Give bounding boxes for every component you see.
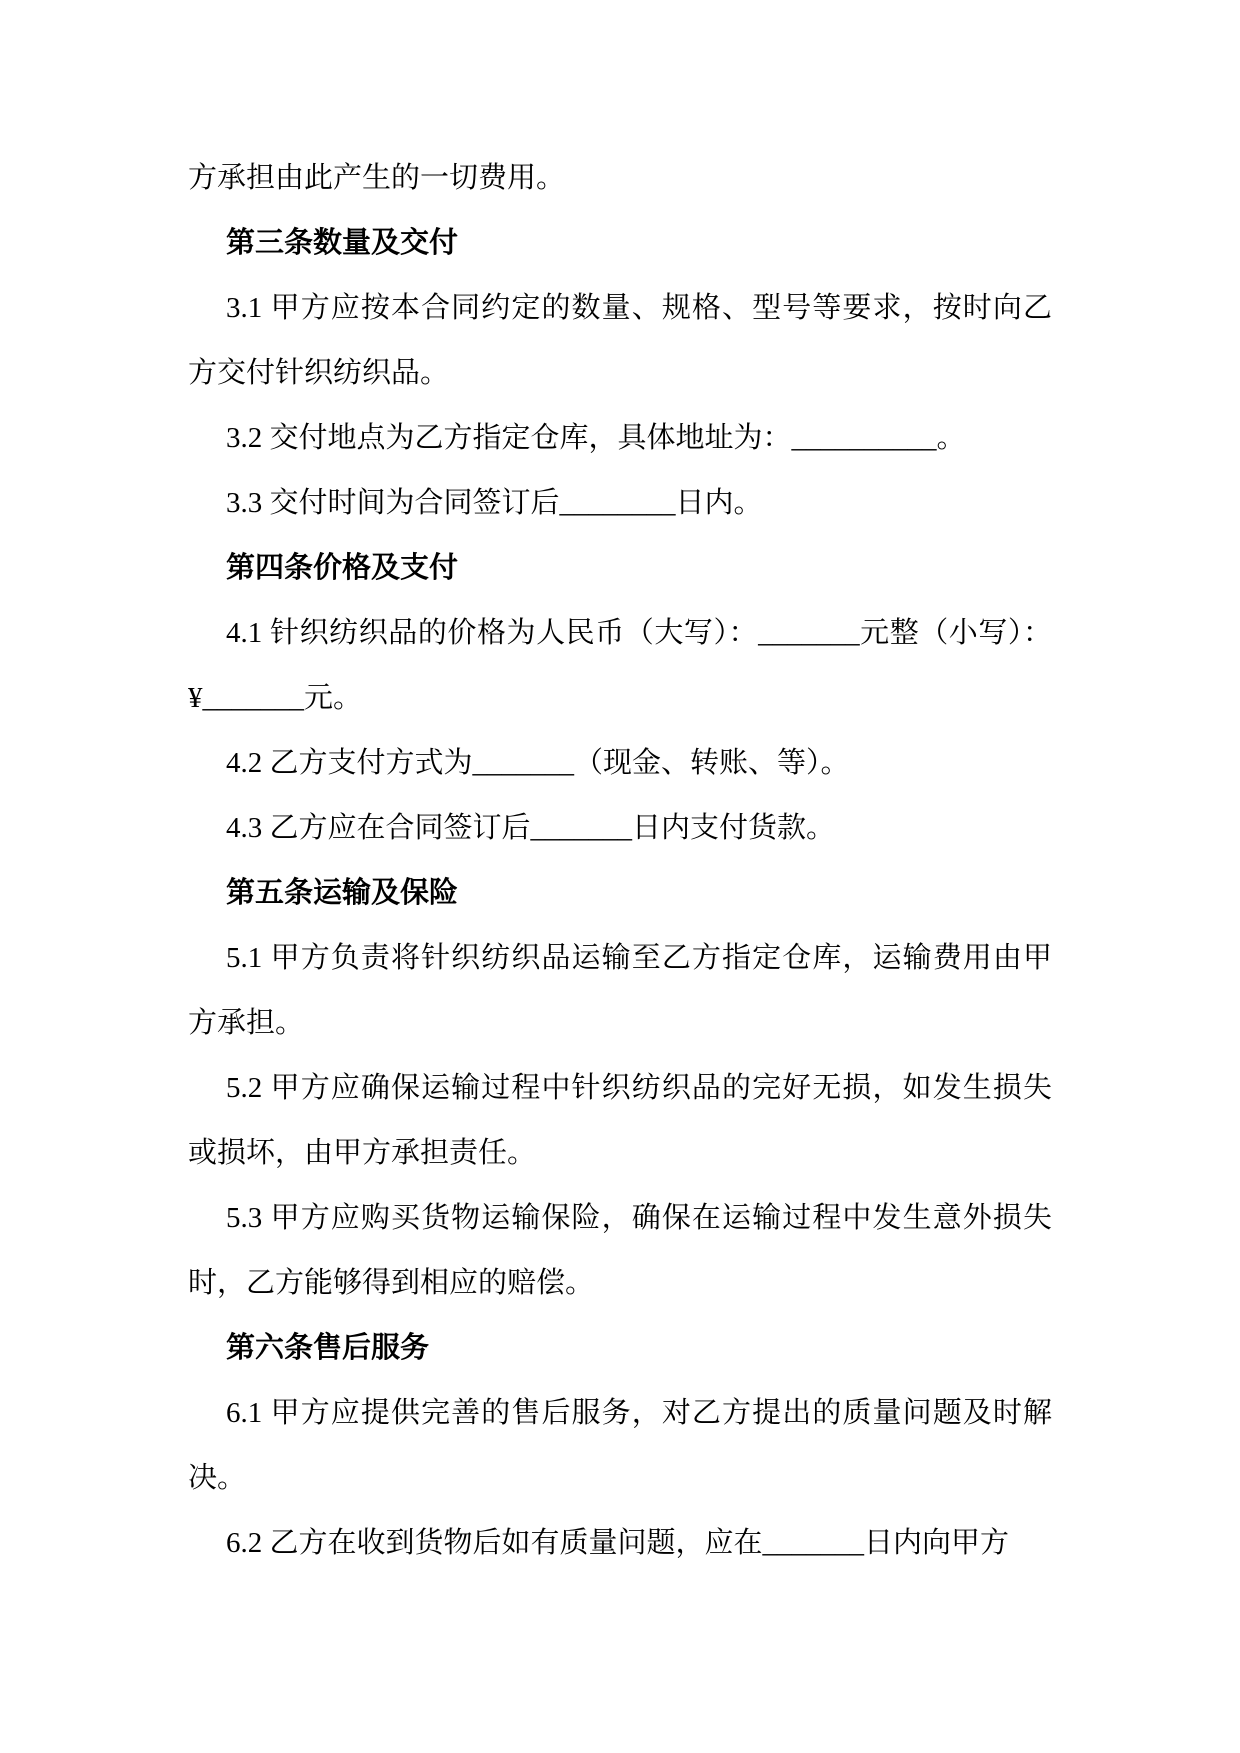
contract-clause-6-1: 6.1 甲方应提供完善的售后服务，对乙方提出的质量问题及时解决。 <box>188 1397 1052 1494</box>
contract-clause-4-2: 4.2 乙方支付方式为_______（现金、转账、等）。 <box>226 747 850 779</box>
contract-clause-3-3: 3.3 交付时间为合同签订后________日内。 <box>226 487 763 519</box>
section-heading-article-5: 第五条运输及保险 <box>226 877 459 909</box>
contract-body <box>188 146 1052 1576</box>
contract-clause-5-3: 5.3 甲方应购买货物运输保险，确保在运输过程中发生意外损失时，乙方能够得到相应的赔偿。 <box>188 1202 1052 1299</box>
contract-clause-4-1: 4.1 针织纺织品的价格为人民币（大写）：_______元整（小写）：¥_______元。 <box>188 617 1052 714</box>
contract-clause-4-3: 4.3 乙方应在合同签订后_______日内支付货款。 <box>226 812 836 844</box>
contract-paragraph-continuation: 方承担由此产生的一切费用。 <box>188 162 566 194</box>
contract-clause-5-2: 5.2 甲方应确保运输过程中针织纺织品的完好无损，如发生损失或损坏，由甲方承担责任。 <box>188 1072 1052 1169</box>
contract-clause-3-2: 3.2 交付地点为乙方指定仓库，具体地址为：__________。 <box>226 422 966 454</box>
contract-clause-5-1: 5.1 甲方负责将针织纺织品运输至乙方指定仓库，运输费用由甲方承担。 <box>188 942 1052 1039</box>
section-heading-article-6: 第六条售后服务 <box>226 1332 430 1364</box>
contract-clause-6-2: 6.2 乙方在收到货物后如有质量问题，应在_______日内向甲方 <box>226 1527 1010 1559</box>
section-heading-article-4: 第四条价格及支付 <box>226 552 459 584</box>
contract-clause-3-1: 3.1 甲方应按本合同约定的数量、规格、型号等要求，按时向乙方交付针织纺织品。 <box>188 292 1052 389</box>
section-heading-article-3: 第三条数量及交付 <box>226 227 459 259</box>
